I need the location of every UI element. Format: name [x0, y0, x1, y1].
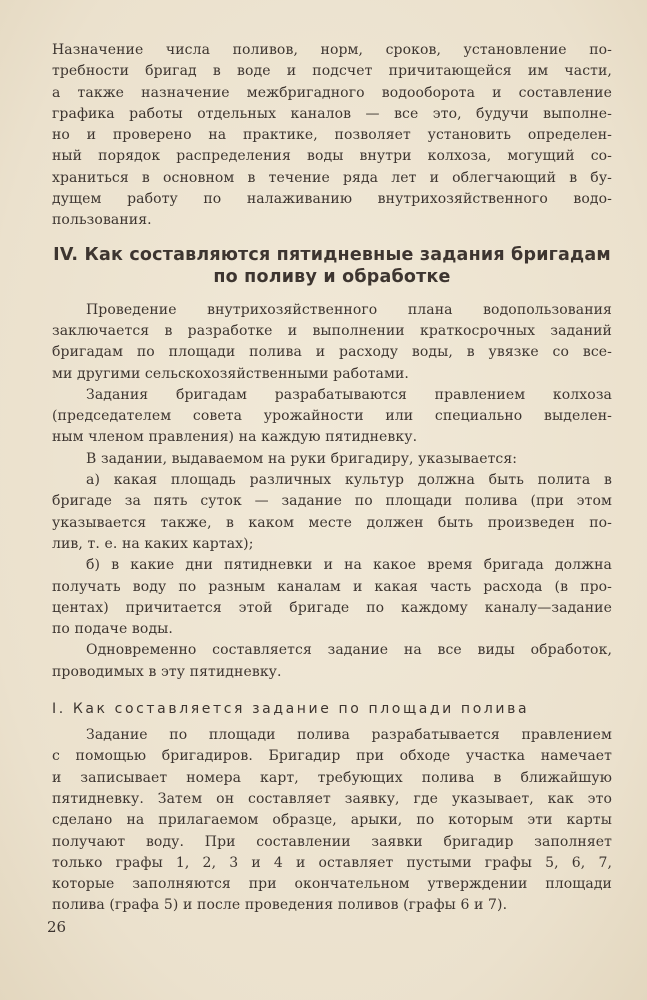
- text-line: и записывает номера карт, требующих полива в ближайшую: [52, 769, 612, 786]
- text-line: а) какая площадь различных культур должна быть полита в: [86, 472, 612, 489]
- page-number: 26: [47, 918, 67, 936]
- text-line: В задании, выдаваемом на руки бригадиру, указывается:: [86, 450, 518, 467]
- text-line: Проведение внутрихозяйственного плана водопользования: [86, 301, 612, 318]
- section-heading-line: по поливу и обработке: [213, 266, 451, 287]
- text-line: графика работы отдельных каналов — все это, будучи выполне-: [52, 105, 612, 122]
- text-column: [52, 40, 612, 917]
- text-line: пятидневку. Затем он составляет заявку, где указывает, как это: [52, 790, 612, 807]
- text-line: бригаде за пять суток — задание по площади полива (при этом: [52, 493, 612, 510]
- text-line: храниться в основном в течение ряда лет и облегчающий в бу-: [52, 169, 612, 186]
- text-line: бригадам по площади полива и расходу воды, в увязке со все-: [52, 344, 612, 361]
- text-line: проводимых в эту пятидневку.: [52, 663, 282, 680]
- text-line: (председателем совета урожайности или специально выделен-: [52, 408, 612, 425]
- paragraph-planning: [52, 300, 612, 385]
- text-line: Задание по площади полива разрабатывается правлением: [86, 727, 612, 744]
- final-paragraph: [52, 725, 612, 917]
- text-line: Одновременно составляется задание на все виды обработок,: [86, 642, 612, 659]
- text-line: Задания бригадам разрабатываются правлением колхоза: [86, 386, 612, 403]
- list-item-b: [52, 555, 612, 640]
- text-line: а также назначение межбригадного водооборота и составление: [52, 84, 612, 101]
- text-line: ный порядок распределения воды внутри колхоза, могущий со-: [52, 148, 612, 165]
- text-line: ным членом правления) на каждую пятидневку.: [52, 429, 418, 446]
- text-line: указывается также, в каком месте должен быть произведен по-: [52, 514, 612, 531]
- text-line: но и проверено на практике, позволяет установить определен-: [52, 127, 612, 144]
- text-line: пользования.: [52, 212, 152, 229]
- text-line: лив, т. е. на каких картах);: [52, 535, 254, 552]
- paragraph-tasks: [52, 385, 612, 449]
- text-line: Назначение числа поливов, норм, сроков, установление по-: [52, 42, 612, 58]
- text-line: с помощью бригадиров. Бригадир при обходе участка намечает: [52, 748, 612, 765]
- subsection-heading: I. Как составляется задание по площади полива: [52, 701, 530, 718]
- text-line: центах) причитается этой бригаде по каждому каналу—задание: [52, 599, 612, 616]
- text-line: получать воду по разным каналам и какая часть расхода (в про-: [52, 578, 612, 595]
- section-heading: [52, 244, 612, 288]
- text-line: только графы 1, 2, 3 и 4 и оставляет пустыми графы 5, 6, 7,: [52, 854, 612, 871]
- text-line: полива (графа 5) и после проведения поливов (графы 6 и 7).: [52, 897, 508, 914]
- intro-paragraph: [52, 40, 612, 232]
- text-line: дущем работу по налаживанию внутрихозяйственного водо-: [52, 191, 612, 208]
- paragraph-simultaneous: [52, 640, 612, 683]
- section-heading-line: IV. Как составляются пятидневные задания бригадам: [53, 244, 611, 265]
- text-line: по подаче воды.: [52, 621, 173, 638]
- text-line: сделано на прилагаемом образце, арыки, по которым эти карты: [52, 812, 612, 829]
- text-line: которые заполняются при окончательном утверждении площади: [52, 876, 612, 893]
- text-line: получают воду. При составлении заявки бригадир заполняет: [52, 833, 612, 850]
- list-item-a: [52, 470, 612, 555]
- paragraph-instruction: [52, 449, 612, 470]
- text-line: ми другими сельскохозяйственными работами.: [52, 365, 409, 382]
- text-line: требности бригад в воде и подсчет причитающейся им части,: [52, 63, 612, 80]
- text-line: б) в какие дни пятидневки и на какое время бригада должна: [86, 557, 612, 574]
- text-line: заключается в разработке и выполнении краткосрочных заданий: [52, 322, 612, 339]
